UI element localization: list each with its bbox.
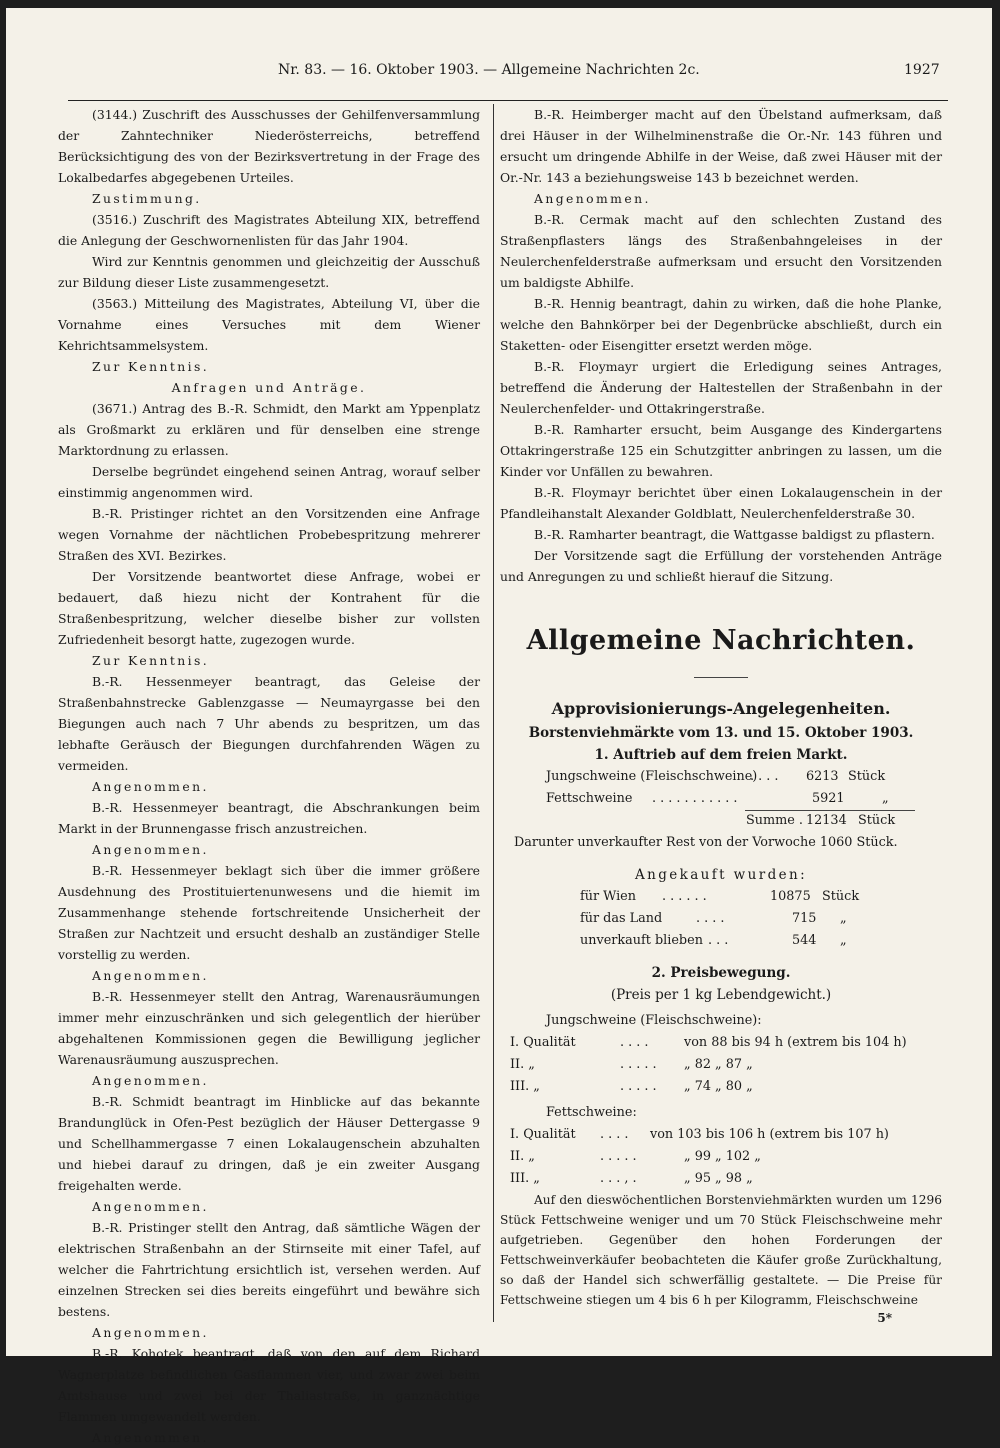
fat-label: Fettschweine: [546,1105,637,1120]
carry-over-text: Darunter unverkaufter Rest von der Vorwoche 1060 Stück. [514,835,898,850]
decision: Angenommen. [92,1073,209,1088]
price-row [500,1124,942,1146]
carry-over [500,832,942,854]
paragraph: B.-R. Pristinger richtet an den Vorsitzenden eine Anfrage wegen Vornahme der nächtlichen Probebespritzung mehrerer Straßen des XVI. Bezirkes. [58,506,480,563]
right-column [500,104,942,1326]
row-quality: II. „ [510,1149,535,1164]
page-number: 1927 [904,62,940,78]
paragraph: B.-R. Kohotek beantragt, daß von den auf dem Richard Wagnerplatze befindlichen Gasflammen vier, und zwar zwei beim Amtshause und zwei bei der Thaliastraße, in ganznächtige Flammen umgewandelt werden. [58,1346,480,1424]
price-row [500,1054,942,1076]
paragraph: B.-R. Hessenmeyer stellt den Antrag, Warenausräumungen immer mehr einzuschränken und sich gelegentlich der hierüber abgehaltenen Kommissionen gegen die Bewilligung jeglicher Warenausräumung auszusprechen. [58,989,480,1067]
paragraph: (3563.) Mitteilung des Magistrates, Abteilung VI, über die Vornahme eines Versuches mit dem Wiener Kehrichtsammelsystem. [58,296,480,353]
row-dots: . . . . . [620,1079,657,1094]
row-label: für das Land [580,911,663,926]
row-dots: . . . . . . [662,889,707,904]
row-value: 544 [792,933,817,948]
row-unit: Stück [848,769,886,784]
row-prices: „ 74 „ 80 „ [684,1079,753,1094]
bought-row [500,908,942,930]
paragraph: B.-R. Schmidt beantragt im Hinblicke auf das bekannte Brandunglück in Ofen-Pest bezüglich der Häuser Dettergasse 9 und Schellhammergasse 7 einen Lokalaugenschein abzuhalten und hiebei darauf zu dringen, daß je ein zweiter Ausgang freigehalten werde. [58,1094,480,1193]
column-divider [493,104,494,1322]
paragraph: Derselbe begründet eingehend seinen Antrag, worauf selber einstimmig angenommen wird. [58,464,480,500]
row-unit: Stück [822,889,860,904]
row-dots: . . . . [620,1035,649,1050]
decision: Angenommen. [92,1430,209,1445]
row-dots: . . . . . [600,1149,637,1164]
row-value: 6213 [806,769,839,784]
price-basis: (Preis per 1 kg Lebendgewicht.) [610,987,832,1003]
row-label: Jungschweine (Fleischschweine) [546,769,758,784]
part2-title: 2. Preisbewegung. [651,965,791,981]
row-unit: „ [882,791,889,806]
paragraph: Der Vorsitzende sagt die Erfüllung der vorstehenden Anträge und Anregungen zu und schließt hierauf die Sitzung. [500,548,942,584]
row-prices: „ 95 „ 98 „ [684,1171,753,1186]
paragraph: B.-R. Hessenmeyer beantragt, das Geleise der Straßenbahnstrecke Gablenzgasse — Neumayrgasse bei den Biegungen auch nach 7 Uhr abends zu bespritzen, um das lebhafte Geräusch der Biegungen durchfahrenden Wägen zu vermeiden. [58,674,480,773]
row-dots: . . . [708,933,729,948]
row-unit: „ [840,933,847,948]
paragraph: B.-R. Heimberger macht auf den Übelstand aufmerksam, daß drei Häuser in der Wilhelminenstraße die Or.-Nr. 143 führen und ersucht um dringende Abhilfe in der Weise, daß zwei Häuser mit der Or.-Nr. 143 a beziehungsweise 143 b bezeichnet werden. [500,107,942,185]
row-dots: . . . , . [600,1171,637,1186]
part1-title: 1. Auftrieb auf dem freien Markt. [594,747,848,763]
row-quality: I. Qualität [510,1127,576,1142]
price-row [500,1168,942,1190]
decision: Angenommen. [92,779,209,794]
young-label: Jungschweine (Fleischschweine): [546,1013,762,1028]
decision: Angenommen. [92,1325,209,1340]
decision: Angenommen. [92,1199,209,1214]
row-label: Fettschweine [546,791,633,806]
paragraph: Wird zur Kenntnis genommen und gleichzeitig der Ausschuß zur Bildung dieser Liste zusammengesetzt. [58,254,480,290]
sum-value: 12134 [806,813,847,828]
row-prices: von 103 bis 106 h (extrem bis 107 h) [650,1127,889,1142]
paragraph: Der Vorsitzende beantwortet diese Anfrage, wobei er bedauert, daß hiezu nicht der Kontrahent für die Straßenbespritzung, welcher dieselbe bisher zur vollsten Zufriedenheit besorgt hatte, zugezogen wurde. [58,569,480,647]
row-dots: . . . . . . . . . . . [652,791,738,806]
section-heading: Allgemeine Nachrichten. [526,625,916,656]
price-row [500,1032,942,1054]
row-prices: von 88 bis 94 h (extrem bis 104 h) [684,1035,907,1050]
row-dots: . . . . . [620,1057,657,1072]
paragraph: B.-R. Floymayr urgiert die Erledigung seines Antrages, betreffend die Änderung der Haltestellen der Straßenbahn in der Neulerchenfelder- und Ottakringerstraße. [500,359,942,416]
row-label: für Wien [580,889,636,904]
row-dots: . . . . [750,769,779,784]
paragraph: B.-R. Cermak macht auf den schlechten Zustand des Straßenpflasters längs des Straßenbahngeleises in der Neulerchenfelderstraße aufmerksam und ersucht den Vorsitzenden um baldigste Abhilfe. [500,212,942,290]
row-dots: . . . . [696,911,725,926]
paragraph: (3144.) Zuschrift des Ausschusses der Gehilfenversammlung der Zahntechniker Niederösterreichs, betreffend Berücksichtigung des von der Bezirksvertretung in der Frage des Lokalbedarfes abgegebenen Urteiles. [58,107,480,185]
subheading: Approvisionierungs-Angelegenheiten. [551,699,891,718]
newspaper-page [6,8,992,1445]
paragraph: B.-R. Hessenmeyer beklagt sich über die immer größere Ausdehnung des Prostituiertenunwesens und die hiemit im Zusammenhange stehende fortschreitende Unsicherheit der Straßen zur Nachtzeit und ersucht deshalb an zuständiger Stelle vorstellig zu werden. [58,863,480,962]
row-prices: „ 99 „ 102 „ [684,1149,761,1164]
paragraph: (3671.) Antrag des B.-R. Schmidt, den Markt am Yppenplatz als Großmarkt zu erklären und für denselben eine strenge Marktordnung zu erlassen. [58,401,480,458]
row-quality: II. „ [510,1057,535,1072]
market-title: Borstenviehmärkte vom 13. und 15. Oktober 1903. [528,725,914,741]
row-quality: I. Qualität [510,1035,576,1050]
bought-title: Angekauft wurden: [634,867,808,883]
sum-row [500,810,942,832]
section-title: Anfragen und Anträge. [171,380,367,395]
row-value: 5921 [812,791,845,806]
decision: Zur Kenntnis. [92,653,210,668]
paragraph: (3516.) Zuschrift des Magistrates Abteilung XIX, betreffend die Anlegung der Geschwornenlisten für das Jahr 1904. [58,212,480,248]
decision: Zustimmung. [92,191,202,206]
price-row [500,1076,942,1098]
left-column [58,104,480,1448]
supply-row [500,766,942,788]
row-label: unverkauft blieben [580,933,703,948]
paragraph: B.-R. Pristinger stellt den Antrag, daß sämtliche Wägen der elektrischen Straßenbahn an der Stirnseite mit einer Tafel, auf welcher die Fahrtrichtung ersichtlich ist, versehen werden. Auf einzelnen Strecken sei dies bereits eingeführt und bewähre sich bestens. [58,1220,480,1319]
header-rule [68,100,948,101]
price-row [500,1146,942,1168]
paragraph: B.-R. Ramharter beantragt, die Wattgasse baldigst zu pflastern. [534,527,935,542]
page-header: Nr. 83. — 16. Oktober 1903. — Allgemeine Nachrichten 2c. [278,62,700,78]
row-value: 10875 [770,889,811,904]
closing-paragraph: Auf den dieswöchentlichen Borstenviehmärkten wurden um 1296 Stück Fettschweine weniger und um 70 Stück Fleischschweine mehr aufgetrieben. Gegenüber den hohen Forderungen der Fettschweinverkäufer beobachteten die Käufer große Zurückhaltung, so daß der Handel sich schwerfällig gestaltete. — Die Preise für Fettschweine stiegen um 4 bis 6 h per Kilogramm, Fleischschweine [500,1193,942,1307]
row-prices: „ 82 „ 87 „ [684,1057,753,1072]
heading-rule [694,677,748,678]
young-label-row [500,1010,942,1032]
decision: Angenommen. [92,968,209,983]
row-unit: „ [840,911,847,926]
decision: Angenommen. [92,842,209,857]
paragraph: B.-R. Hennig beantragt, dahin zu wirken, daß die hohe Planke, welche den Bahnkörper bei der Degenbrücke abschließt, durch ein Staketten- oder Eisengitter ersetzt werden möge. [500,296,942,353]
sum-label: Summe . [746,813,803,828]
row-value: 715 [792,911,817,926]
decision: Zur Kenntnis. [92,359,210,374]
paragraph: B.-R. Hessenmeyer beantragt, die Abschrankungen beim Markt in der Brunnengasse frisch anzustreichen. [58,800,480,836]
row-quality: III. „ [510,1171,540,1186]
sum-unit: Stück [858,813,896,828]
bought-row [500,886,942,908]
fat-label-row [500,1102,942,1124]
paragraph: B.-R. Ramharter ersucht, beim Ausgange des Kindergartens Ottakringerstraße 125 ein Schutzgitter anbringen zu lassen, um die Kinder vor Unfällen zu bewahren. [500,422,942,479]
row-quality: III. „ [510,1079,540,1094]
paragraph: B.-R. Floymayr berichtet über einen Lokalaugenschein in der Pfandleihanstalt Alexander Goldblatt, Neulerchenfelderstraße 30. [500,485,942,521]
row-dots: . . . . [600,1127,629,1142]
signature-mark: 5* [877,1311,892,1325]
decision: Angenommen. [534,191,651,206]
supply-row [500,788,942,810]
bought-row [500,930,942,952]
